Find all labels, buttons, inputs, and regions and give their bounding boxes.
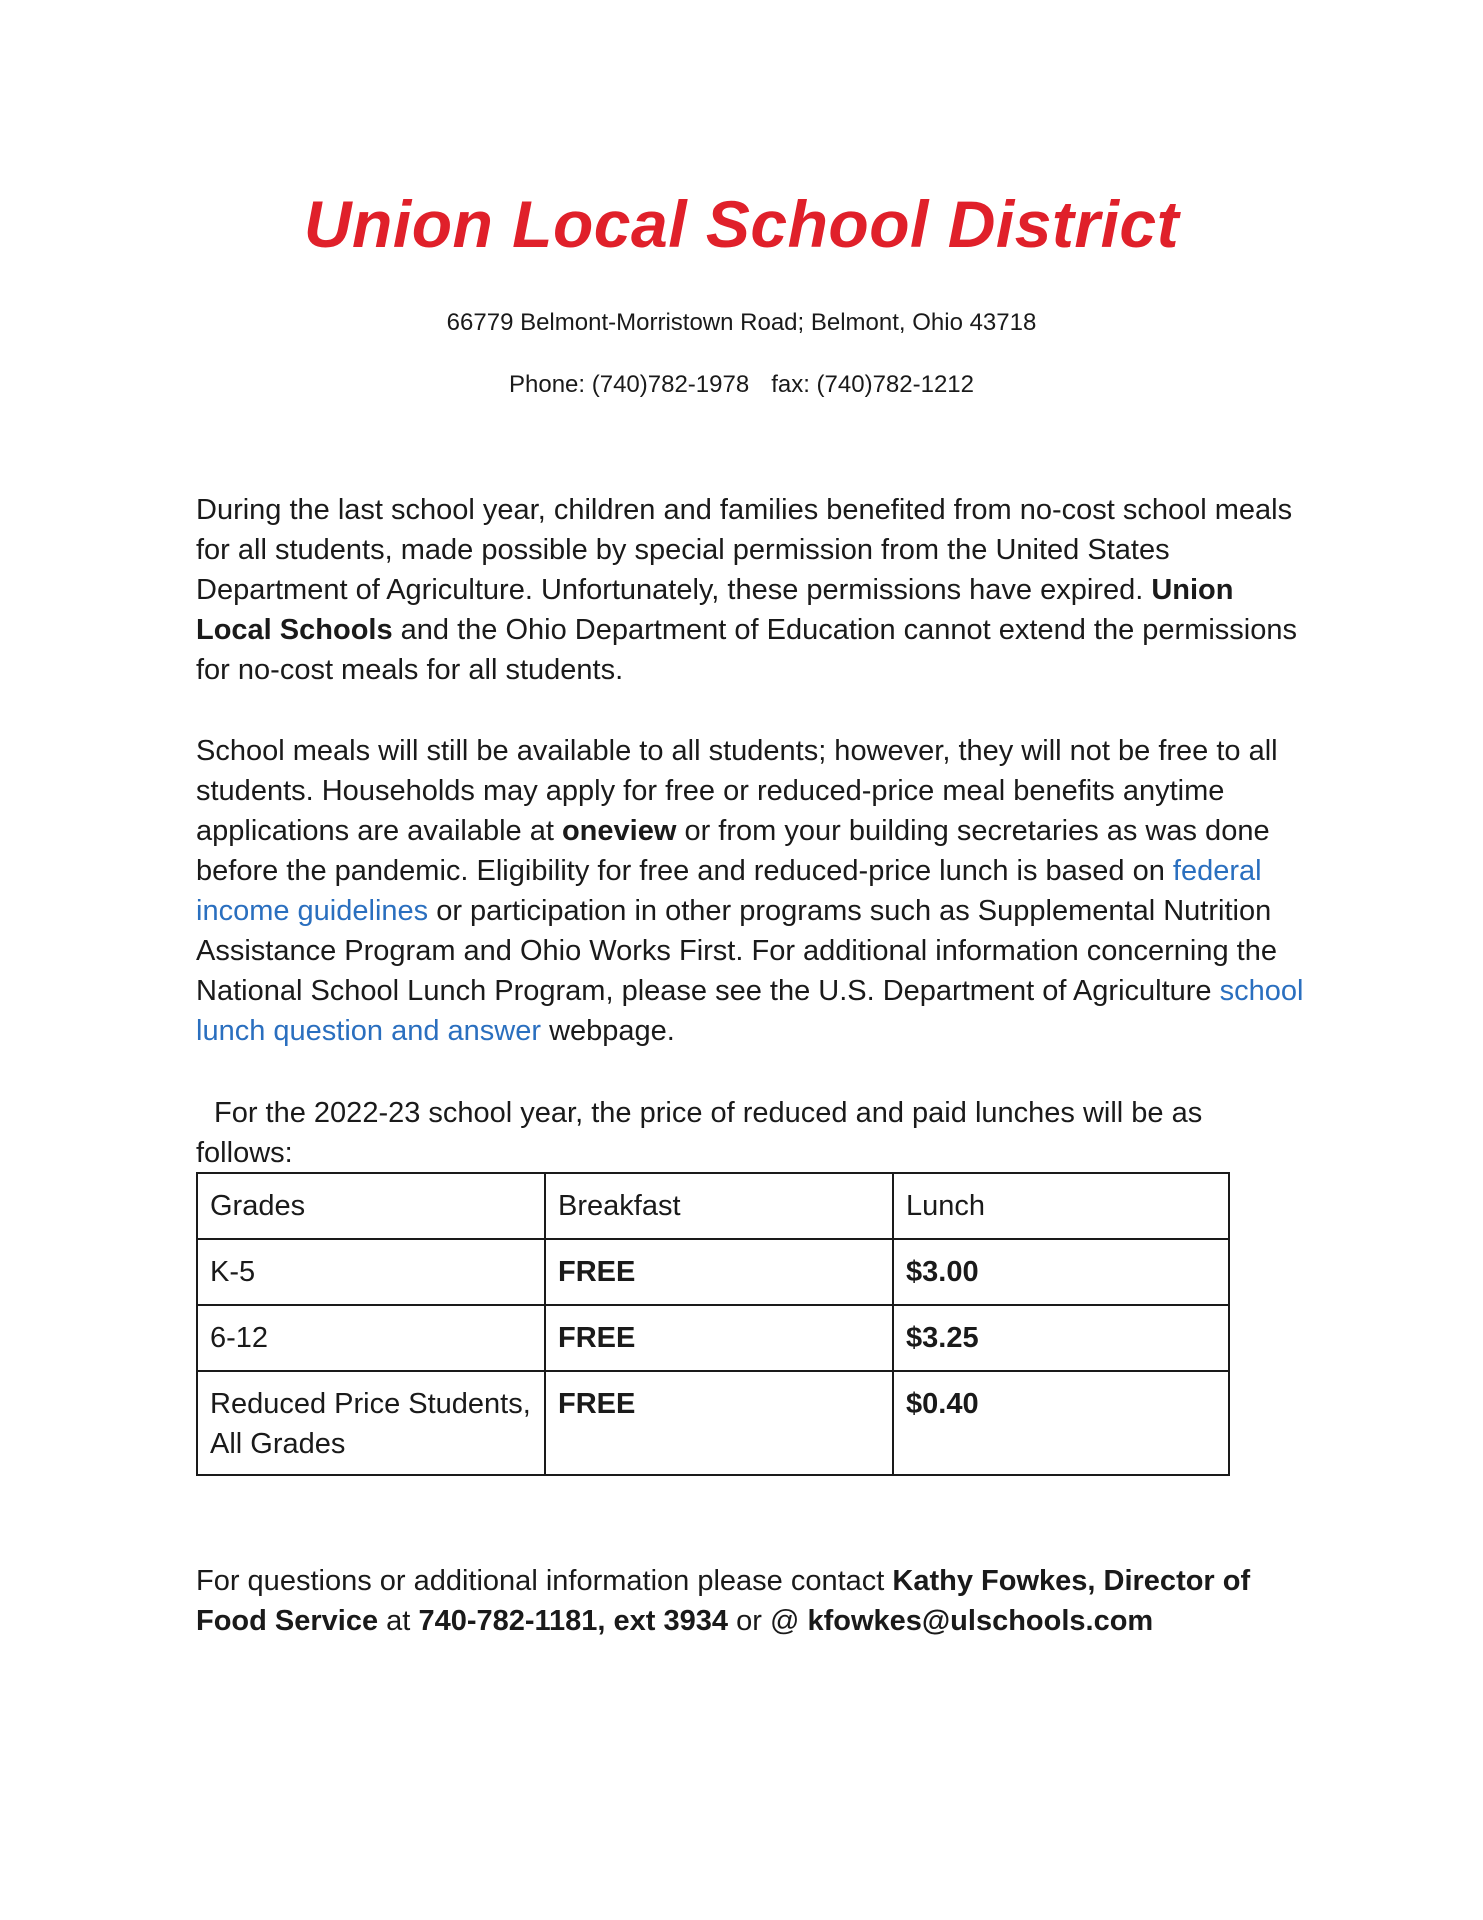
paragraph-text: School meals will still be available to all students; however, they will not be free to all students. Households may apply for free or reduced-price meal benefits anytime applications are available at xyxy=(196,735,1278,847)
table-cell-breakfast: FREE xyxy=(545,1239,893,1305)
table-cell-breakfast: FREE xyxy=(545,1305,893,1371)
table-header-cell: Breakfast xyxy=(545,1173,893,1239)
lunch-price-table xyxy=(196,1172,1230,1476)
table-cell-lunch: $0.40 xyxy=(893,1371,1229,1475)
school-lunch-qa-link[interactable]: school lunch question and answer xyxy=(196,975,1304,1047)
table-cell-grade: 6-12 xyxy=(197,1305,545,1371)
district-address: 66779 Belmont-Morristown Road; Belmont, Ohio 43718 xyxy=(446,309,1037,336)
district-contact-numbers xyxy=(0,371,1483,399)
contact-phone: 740-782-1181, ext 3934 xyxy=(418,1605,729,1637)
table-cell-lunch: $3.25 xyxy=(893,1305,1229,1371)
table-cell-grade: Reduced Price Students, All Grades xyxy=(197,1371,545,1475)
phone-number: Phone: (740)782-1978 xyxy=(509,371,750,398)
table-cell-breakfast: FREE xyxy=(545,1371,893,1475)
paragraph-bold-text: Union Local Schools xyxy=(196,574,1234,646)
paragraph-meal-availability xyxy=(196,731,1306,1051)
table-row xyxy=(197,1371,1229,1475)
fax-number: fax: (740)782-1212 xyxy=(771,371,974,398)
table-row xyxy=(197,1305,1229,1371)
paragraph-text: or from your building secretaries as was done before the pandemic. Eligibility for free and reduced-price lunch is based on xyxy=(196,815,1270,887)
oneview-bold-text: oneview xyxy=(561,815,677,847)
paragraph-price-intro: For the 2022-23 school year, the price of reduced and paid lunches will be as follows: xyxy=(196,1097,1203,1169)
table-header-cell: Lunch xyxy=(893,1173,1229,1239)
paragraph-expired-permissions xyxy=(196,490,1306,690)
paragraph-contact xyxy=(196,1561,1306,1641)
paragraph-text: During the last school year, children and families benefited from no-cost school meals for all students, made possible by special permission from the United States Department of Agriculture. Unfortunately, these permissions have expired. xyxy=(196,494,1293,606)
paragraph-text: For questions or additional information please contact xyxy=(196,1565,893,1597)
table-header-row xyxy=(197,1173,1229,1239)
paragraph-text: or @ xyxy=(728,1605,808,1637)
paragraph-text: or participation in other programs such as Supplemental Nutrition Assistance Program and Ohio Works First. For additional information concerning the National School Lunch Program, please see the U.S. Department of Agriculture xyxy=(196,895,1278,1007)
paragraph-text: at xyxy=(378,1605,419,1637)
table-header-cell: Grades xyxy=(197,1173,545,1239)
contact-email[interactable]: kfowkes@ulschools.com xyxy=(807,1605,1154,1637)
contact-name: Kathy Fowkes, Director of Food Service xyxy=(196,1565,1251,1637)
federal-income-guidelines-link[interactable]: federal income guidelines xyxy=(196,855,1262,927)
table-cell-grade: K-5 xyxy=(197,1239,545,1305)
paragraph-text: and the Ohio Department of Education cannot extend the permissions for no-cost meals for all students. xyxy=(196,614,1297,686)
table-row xyxy=(197,1239,1229,1305)
district-title: Union Local School District xyxy=(303,187,1180,261)
table-cell-lunch: $3.00 xyxy=(893,1239,1229,1305)
paragraph-text: webpage. xyxy=(541,1015,675,1047)
